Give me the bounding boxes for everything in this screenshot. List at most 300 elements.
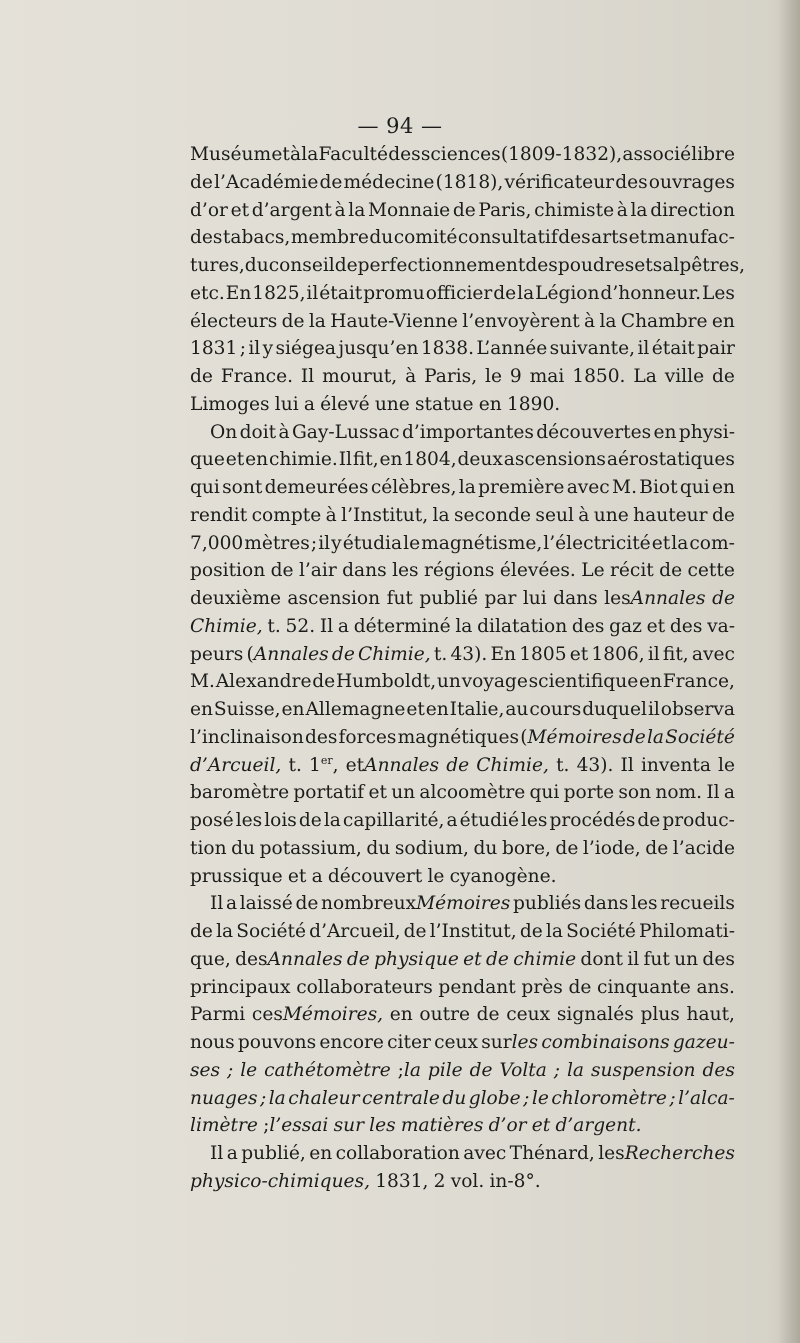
text-line: [190, 585, 735, 613]
word: Mémoires: [416, 893, 511, 915]
word: t.: [267, 615, 281, 637]
word: gaz: [609, 615, 642, 637]
word: com-: [689, 532, 735, 554]
word: l’Institut,: [341, 504, 429, 526]
word: cours: [529, 699, 582, 720]
word: ,: [543, 754, 549, 776]
word: siégea: [275, 338, 336, 360]
word: de: [319, 171, 343, 193]
word: associé: [622, 144, 692, 165]
body-text: [190, 141, 746, 1196]
word: à: [334, 199, 346, 221]
word: ,: [332, 754, 339, 776]
word: du: [369, 227, 394, 249]
word: fut: [643, 948, 670, 970]
word: l’électricité: [543, 532, 651, 554]
word: un: [436, 671, 461, 693]
word: d’importantes: [401, 421, 534, 443]
word: et: [368, 782, 387, 804]
word: perfectionnement: [357, 255, 526, 276]
word: cyanogène.: [449, 865, 557, 887]
word: la: [455, 615, 473, 637]
word: dans: [342, 560, 387, 582]
word: 43).: [576, 754, 614, 776]
word: ses: [190, 1059, 221, 1081]
word: de: [659, 560, 683, 582]
word: en: [309, 1143, 333, 1164]
text-line: [190, 1057, 735, 1085]
word: direction: [650, 199, 735, 221]
word: la: [630, 199, 648, 221]
text-line: [190, 807, 735, 835]
word: officier: [425, 282, 493, 304]
word: chimie.: [268, 449, 338, 471]
word: pendant: [438, 976, 516, 998]
word: (1818),: [435, 171, 504, 193]
word: d’or: [190, 199, 228, 221]
word: de: [622, 726, 646, 748]
text-line: [190, 363, 735, 391]
word: alcoomètre: [419, 782, 526, 804]
word: déterminé: [353, 615, 451, 637]
word: Il: [300, 366, 315, 387]
word: chloromètre: [551, 1087, 667, 1109]
word: célèbres,: [370, 477, 457, 498]
word: 1er,: [308, 753, 339, 776]
text-line: [190, 890, 735, 918]
word: sont: [222, 477, 263, 498]
word: ;: [227, 1059, 234, 1081]
word: la: [323, 810, 341, 831]
text-line: [190, 141, 735, 169]
word: 2: [433, 1170, 446, 1192]
word: ;: [259, 1087, 267, 1109]
word: ascension: [287, 588, 381, 609]
word: il: [627, 948, 640, 970]
word: publié,: [241, 1143, 306, 1164]
text-line: [190, 863, 735, 891]
word: qui: [679, 477, 710, 498]
word: Il: [706, 782, 720, 804]
word: fit,: [352, 449, 379, 471]
word: 1805: [519, 643, 567, 665]
word: le: [718, 754, 735, 776]
word: pile: [427, 1059, 463, 1081]
text-line: [190, 502, 735, 530]
word: Monnaie: [367, 199, 451, 221]
superscript: er: [320, 753, 333, 767]
text-line: [190, 1112, 735, 1140]
word: et: [646, 615, 666, 637]
word: haut,: [686, 1004, 735, 1026]
word: France.: [220, 366, 294, 387]
word: l’Académie: [214, 171, 319, 193]
word: procédés: [549, 810, 636, 831]
word: que,: [190, 948, 231, 970]
word: etAnnales: [345, 754, 440, 776]
page-edge-shadow: [778, 0, 800, 1343]
word: de: [712, 588, 735, 609]
word: La: [633, 366, 657, 387]
word: 7,000: [190, 532, 244, 554]
word: signalés: [556, 1004, 634, 1026]
word: avec: [463, 1143, 507, 1164]
word: Il: [338, 449, 352, 471]
text-line: [190, 169, 735, 197]
word: des: [669, 615, 703, 637]
word: d’argent.: [555, 1115, 642, 1137]
word: du: [366, 837, 391, 859]
word: du: [231, 837, 256, 859]
word: statue: [415, 393, 474, 415]
word: nom.: [655, 782, 703, 804]
word: en: [245, 449, 269, 471]
word: scientifique: [528, 671, 639, 693]
word: demeurées: [264, 477, 369, 498]
page-number: — 94 —: [357, 114, 443, 138]
word: de: [568, 976, 592, 998]
text-line: [190, 252, 746, 280]
word: a: [723, 782, 735, 804]
text-line: [190, 1001, 735, 1029]
word: de: [334, 255, 358, 276]
word: prussique: [190, 865, 283, 887]
word: Haute-Vienne: [330, 310, 458, 332]
word: des: [702, 948, 735, 970]
word: 9: [509, 366, 522, 387]
word: nous: [190, 1032, 235, 1053]
word: ;: [310, 532, 318, 554]
word: d’Arcueil,: [190, 754, 282, 776]
word: en: [653, 421, 677, 443]
word: de: [190, 921, 213, 942]
word: bore,: [501, 837, 551, 859]
word: lui: [522, 588, 547, 609]
word: in-8°.: [489, 1170, 541, 1192]
word: deux: [457, 449, 503, 471]
word: Légion: [535, 282, 600, 304]
word: recueils: [660, 893, 735, 915]
word: la: [458, 477, 476, 498]
word: peurs: [190, 643, 244, 665]
word: dilatation: [477, 615, 568, 637]
word: physi-: [678, 421, 735, 443]
word: l’alca-: [678, 1087, 735, 1109]
word: la: [216, 921, 234, 942]
word: baromètre: [190, 782, 290, 804]
word: laissé: [239, 893, 293, 915]
word: et: [569, 643, 589, 665]
word: Thénard,: [509, 1143, 595, 1164]
text-line: [190, 474, 735, 502]
word: un: [391, 782, 416, 804]
word: ans.: [696, 976, 735, 998]
word: la: [268, 1087, 286, 1109]
word: le: [240, 1059, 258, 1081]
word: encore: [319, 1032, 384, 1053]
word: des: [615, 171, 648, 193]
word: une: [374, 393, 410, 415]
word: cesMémoires,: [251, 1004, 384, 1026]
word: 1806,: [591, 643, 645, 665]
word: Chimie,: [190, 615, 263, 637]
word: de: [469, 1059, 493, 1081]
word: seul: [535, 504, 574, 526]
word: la: [432, 504, 450, 526]
word: a: [311, 865, 323, 887]
word: mètres: [244, 532, 310, 554]
word: a: [337, 615, 350, 637]
word: ,: [275, 754, 282, 776]
word: cathétomètre: [264, 1059, 391, 1081]
word: des: [388, 144, 421, 165]
word: Paris,: [424, 366, 478, 387]
word: ,: [256, 615, 263, 637]
word: la: [545, 921, 563, 942]
text-line: [190, 557, 735, 585]
word: (Annales: [246, 643, 329, 665]
word: outre: [419, 1004, 470, 1026]
word: capillarité,: [342, 810, 445, 831]
word: manufac-: [647, 227, 735, 249]
word: et: [271, 144, 290, 165]
word: la: [348, 199, 366, 221]
word: d’Arcueil,: [309, 921, 401, 942]
word: potassium,: [259, 837, 362, 859]
word: 1831: [190, 338, 238, 360]
word: Allemagne: [305, 699, 406, 720]
word: suspension: [590, 1059, 696, 1081]
word: ;: [553, 1059, 561, 1081]
word: en: [379, 449, 403, 471]
word: Les: [702, 282, 735, 304]
word: lesRecherches: [598, 1143, 735, 1164]
word: de: [519, 921, 543, 942]
word: Chimie,: [476, 754, 549, 776]
word: de: [331, 643, 355, 665]
word: la: [671, 532, 689, 554]
word: Annales: [364, 754, 440, 776]
word: gazeu-: [672, 1032, 735, 1053]
text-line: [190, 1140, 735, 1168]
word: et: [634, 255, 653, 276]
word: sciences: [420, 144, 501, 165]
word: de: [270, 560, 294, 582]
text-line: [190, 197, 735, 225]
word: et: [531, 1115, 551, 1137]
word: dans: [553, 588, 598, 609]
word: de: [645, 837, 669, 859]
word: y: [262, 338, 274, 360]
word: Il: [210, 1143, 224, 1164]
word: produc-: [662, 810, 735, 831]
text-line: [190, 446, 735, 474]
word: fut: [386, 588, 413, 609]
word: hauteur: [633, 504, 708, 526]
word: récit: [610, 560, 654, 582]
word: Annales: [253, 643, 329, 665]
word: sodium,: [394, 837, 469, 859]
text-line: [190, 752, 735, 780]
word: ,: [424, 643, 431, 665]
text-line: [190, 724, 735, 752]
word: de: [446, 754, 470, 776]
word: vol.: [450, 1170, 485, 1192]
word: a: [226, 1143, 238, 1164]
word: poudres: [557, 255, 635, 276]
word: était: [651, 338, 695, 360]
word: Italie,: [449, 699, 505, 720]
word: de: [312, 671, 336, 693]
word: a: [225, 893, 238, 915]
word: salpêtres,: [652, 255, 746, 276]
text-line: [190, 1085, 735, 1113]
word: vérificateur: [504, 171, 615, 193]
word: posé: [190, 810, 234, 831]
word: de: [403, 921, 427, 942]
word: 1825,: [252, 282, 306, 304]
word: il: [248, 338, 261, 360]
word: et: [628, 227, 648, 249]
word: ;: [239, 338, 246, 360]
word: de: [711, 366, 735, 387]
word: ceux: [506, 1004, 551, 1026]
word: il: [647, 643, 660, 665]
word: 43).: [450, 643, 488, 665]
word: desAnnales: [235, 948, 343, 970]
word: de: [637, 810, 661, 831]
word: qui: [190, 477, 220, 498]
word: les: [520, 810, 548, 831]
word: en: [190, 699, 213, 720]
word: consultatif: [457, 227, 558, 249]
word: de: [711, 504, 735, 526]
word: à: [578, 504, 590, 526]
word: chimie: [513, 948, 577, 970]
word: à: [278, 421, 290, 443]
word: en: [281, 699, 305, 720]
text-line: [190, 1029, 735, 1057]
word: et: [225, 449, 245, 471]
word: en: [638, 671, 662, 693]
word: Il: [620, 754, 634, 776]
word: M.: [190, 671, 215, 693]
word: doit: [239, 421, 277, 443]
word: 1838.: [420, 338, 475, 360]
word: à: [290, 144, 302, 165]
word: Mémoires: [527, 726, 622, 748]
word: d’argent: [251, 199, 332, 221]
word: Muséum: [190, 144, 272, 165]
word: élevé: [320, 393, 370, 415]
word: ;: [523, 1087, 530, 1109]
word: ceux: [434, 1032, 478, 1053]
text-line: [190, 224, 735, 252]
word: ascensions: [503, 449, 606, 471]
word: de: [190, 171, 213, 193]
word: tabacs,: [222, 227, 291, 249]
word: les: [392, 560, 419, 582]
word: des: [304, 726, 338, 748]
word: t.: [556, 754, 570, 776]
word: Volta: [499, 1059, 547, 1081]
word: par: [484, 588, 517, 609]
word: a: [303, 393, 315, 415]
word: pair: [697, 338, 735, 360]
word: près: [521, 976, 563, 998]
word: élevées.: [499, 560, 576, 582]
word: principaux: [190, 976, 291, 998]
word: va-: [707, 615, 735, 637]
word: d’or: [488, 1115, 527, 1137]
word: lesAnnales: [604, 588, 706, 609]
word: a: [446, 810, 458, 831]
word: limètre: [190, 1115, 258, 1137]
text-line: [190, 419, 735, 447]
word: matières: [400, 1115, 484, 1137]
word: publiés: [512, 893, 582, 915]
word: Alexandre: [215, 671, 312, 693]
word: du: [473, 837, 498, 859]
text-line: [190, 918, 735, 946]
word: régions: [424, 560, 495, 582]
word: surles: [481, 1032, 539, 1053]
word: sur: [333, 1115, 364, 1137]
word: le: [531, 1087, 549, 1109]
word: il: [306, 282, 319, 304]
word: à: [616, 199, 628, 221]
word: Philomati-: [638, 921, 735, 942]
word: la: [566, 1059, 585, 1081]
word: la: [517, 282, 535, 304]
word: Il: [319, 615, 334, 637]
word: Parmi: [190, 1004, 246, 1026]
word: qui: [529, 782, 560, 804]
word: t.: [288, 754, 302, 776]
word: 1850.: [572, 366, 626, 387]
word: des: [702, 1059, 735, 1081]
word: compte: [251, 504, 322, 526]
word: seconde: [453, 504, 532, 526]
word: il: [637, 338, 650, 360]
word: et: [406, 699, 425, 720]
word: les: [511, 1032, 539, 1053]
word: la: [646, 726, 664, 748]
word: aérostatiques: [606, 449, 735, 471]
word: suivante,: [549, 338, 636, 360]
text-line: [190, 1168, 735, 1196]
word: médecine: [343, 171, 435, 193]
word: de: [555, 837, 579, 859]
word: découvertes: [536, 421, 652, 443]
word: Annales: [267, 948, 343, 970]
word: en: [711, 477, 735, 498]
word: en: [389, 1004, 413, 1026]
text-line: [190, 835, 735, 863]
word: Biot: [639, 477, 678, 498]
word: était: [319, 282, 363, 304]
word: et: [651, 532, 671, 554]
word: à: [584, 310, 596, 332]
word: libre: [691, 144, 735, 165]
word: L’année: [476, 338, 548, 360]
word: pouvons: [237, 1032, 317, 1053]
word: t.: [433, 643, 448, 665]
word: physico-chimiques,: [190, 1170, 371, 1192]
word: nuages: [190, 1087, 258, 1109]
word: chimiste: [534, 199, 615, 221]
word: du: [442, 1087, 467, 1109]
